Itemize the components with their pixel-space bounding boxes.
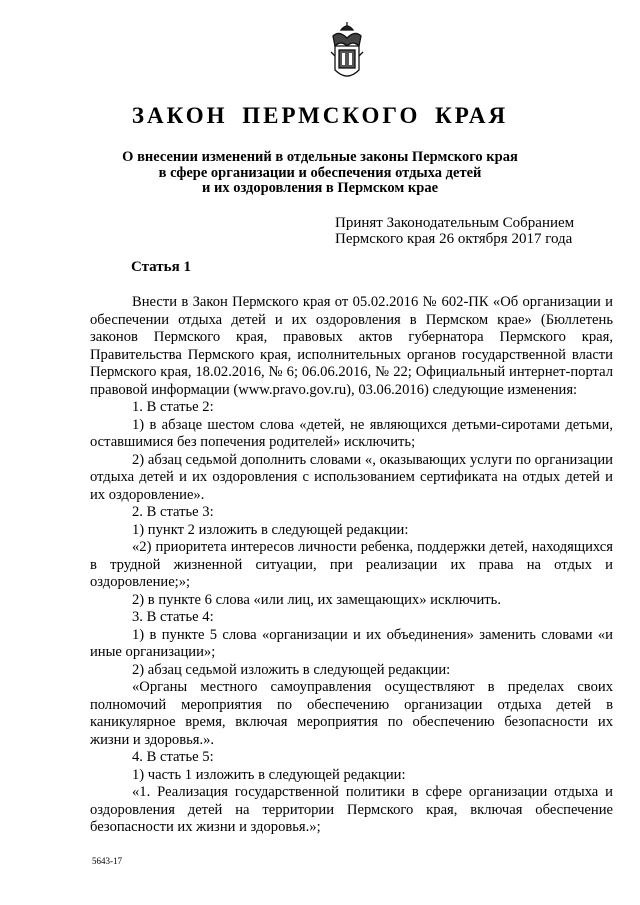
- paragraph: «1. Реализация государственной политики в сфере организации отдыха и оздоровления детей на территории Пермского края, включая обеспечение безопасности их жизни и здоровья.»;: [90, 784, 613, 835]
- document-code: 5643-17: [92, 856, 122, 866]
- paragraph: 1. В статье 2:: [132, 399, 214, 415]
- paragraph: 2. В статье 3:: [132, 504, 214, 520]
- law-subtitle: [0, 150, 640, 197]
- paragraph: 1) в пункте 5 слова «организации и их объединения» заменить словами «и иные организации»;: [90, 626, 613, 660]
- adoption-line: Пермского края 26 октября 2017 года: [335, 231, 573, 247]
- paragraph: 2) абзац седьмой изложить в следующей редакции:: [132, 661, 451, 678]
- paragraph: 4. В статье 5:: [132, 749, 214, 765]
- subtitle-line: в сфере организации и обеспечения отдыха детей: [158, 164, 482, 181]
- law-title: ЗАКОН ПЕРМСКОГО КРАЯ: [131, 103, 509, 128]
- paragraph: Внести в Закон Пермского края от 05.02.2016 № 602-ПК «Об организации и обеспечении отдыха детей и их оздоровления в Пермском крае» (Бюллетень законов Пермского края, правовых актов губернатора Пермского края, Правительства Пермского края, исполнительных органов государственной власти Пермского края, 18.02.2016, № 6; 06.06.2016, № 22; Официальный интернет-портал правовой информации (www.pravo.gov.ru), 03.06.2016) следующие изменения:: [90, 294, 613, 398]
- article-body: [90, 294, 613, 837]
- coat-of-arms-icon: [327, 22, 367, 84]
- paragraph: 2) в пункте 6 слова «или лиц, их замещающих» исключить.: [132, 591, 501, 608]
- paragraph: 1) в абзаце шестом слова «детей, не являющихся детьми-сиротами детьми, оставшимися без попечения родителей» исключить;: [90, 416, 613, 450]
- article-heading: Статья 1: [131, 259, 191, 275]
- adoption-line: Принят Законодательным Собранием: [335, 215, 575, 231]
- paragraph: «2) приоритета интересов личности ребенка, поддержки детей, находящихся в трудной жизненной ситуации, при реализации их права на отдых и оздоровление;»;: [90, 539, 613, 590]
- paragraph: 1) пункт 2 изложить в следующей редакции:: [132, 521, 409, 538]
- paragraph: «Органы местного самоуправления осуществляют в пределах своих полномочий мероприятия по обеспечению организации отдыха детей в каникулярное время, включая мероприятия по обеспечению безопасности их жизни и здоровья.».: [90, 679, 613, 748]
- paragraph: 3. В статье 4:: [132, 609, 214, 625]
- subtitle-line: О внесении изменений в отдельные законы Пермского края: [122, 149, 518, 165]
- subtitle-line: и их оздоровления в Пермском крае: [201, 180, 439, 196]
- paragraph: 2) абзац седьмой дополнить словами «, оказывающих услуги по организации отдыха детей и их оздоровления с использованием сертификата на отдых детей и их оздоровление».: [90, 451, 613, 503]
- paragraph: 1) часть 1 изложить в следующей редакции:: [132, 766, 406, 783]
- adoption-note: [335, 215, 574, 247]
